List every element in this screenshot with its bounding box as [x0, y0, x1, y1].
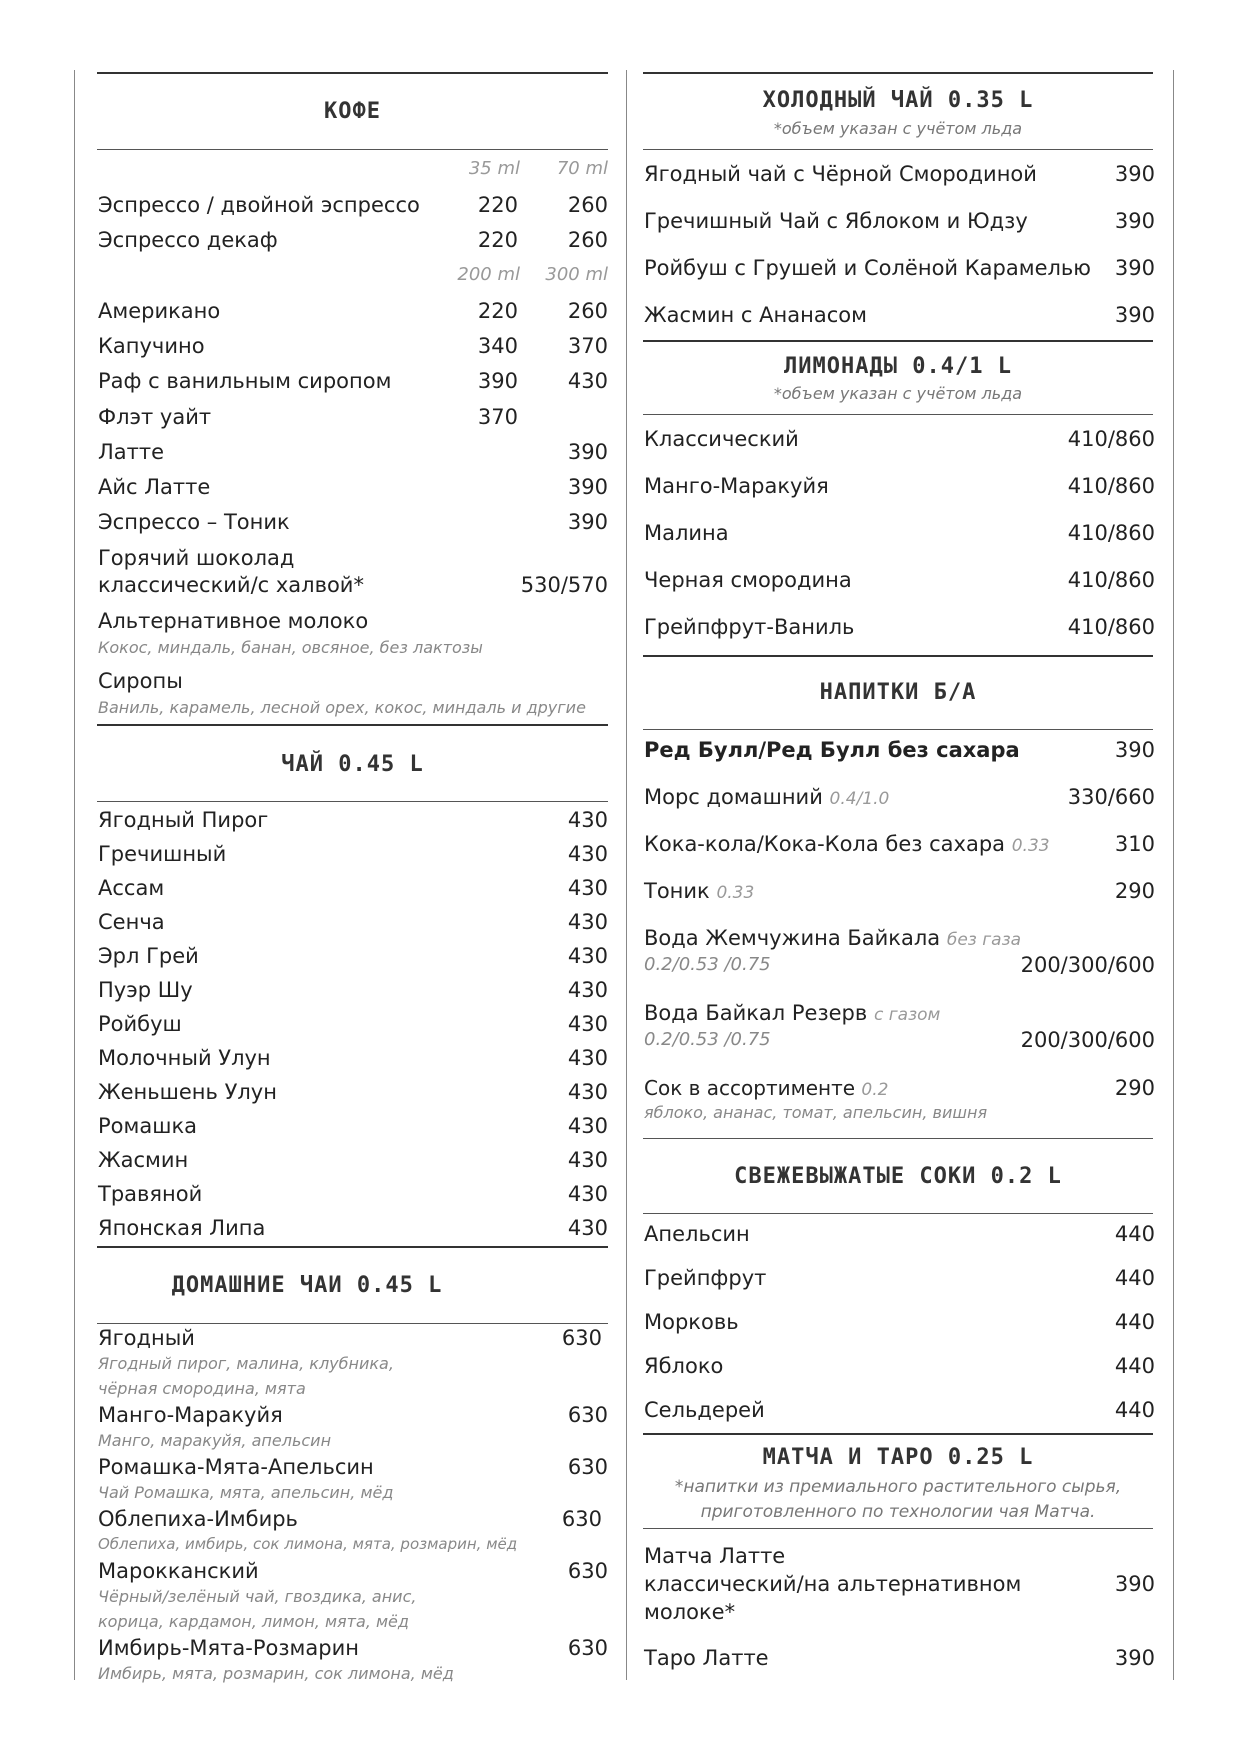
tea-item-name: Молочный Улун: [98, 1046, 271, 1070]
lemonade-item-name: Черная смородина: [644, 568, 852, 592]
syrups-name: Сиропы: [98, 669, 183, 693]
pearl-water-volume: 0.2/0.53 /0.75: [644, 954, 771, 975]
fresh-item-name: Сельдерей: [644, 1398, 765, 1422]
coffee-col-200ml: 200 ml: [457, 264, 520, 285]
home-tea-title-rule: [97, 1323, 608, 1324]
cola-volume: 0.33: [1011, 836, 1050, 856]
cold-tea-item-price: 390: [1114, 209, 1155, 233]
reserve-water-volume: 0.2/0.53 /0.75: [644, 1029, 771, 1050]
lemonade-item-price: 410/860: [1067, 615, 1155, 639]
redbull-name: Ред Булл/Ред Булл без сахара: [644, 738, 1020, 762]
home-tea-item-price: 630: [567, 1455, 608, 1479]
mors-name: [644, 785, 889, 809]
home-tea-item-ingredients: чёрная смородина, мята: [98, 1379, 306, 1398]
coffee-item-price-small: 390: [477, 369, 518, 393]
syrups-options: Ваниль, карамель, лесной орех, кокос, миндаль и другие: [98, 698, 586, 717]
tea-item-price: 430: [567, 1080, 608, 1104]
fresh-item-price: 440: [1114, 1354, 1155, 1378]
coffee-item-price-large: 430: [567, 369, 608, 393]
coffee-item-name: Айс Латте: [98, 475, 211, 499]
cold-tea-item-price: 390: [1114, 162, 1155, 186]
home-tea-item-ingredients: Чай Ромашка, мята, апельсин, мёд: [98, 1483, 394, 1502]
home-tea-item-ingredients: Манго, маракуйя, апельсин: [98, 1431, 332, 1450]
tea-item-price: 430: [567, 944, 608, 968]
taro-latte-name: Таро Латте: [644, 1646, 769, 1670]
matcha-latte-price: 390: [1114, 1572, 1155, 1596]
chocolate-name-line2: классический/с халвой*: [98, 573, 364, 597]
home-tea-item-name: Марокканский: [98, 1559, 259, 1583]
tea-item-price: 430: [567, 876, 608, 900]
tea-item-name: Ассам: [98, 876, 165, 900]
home-tea-item-ingredients: Имбирь, мята, розмарин, сок лимона, мёд: [98, 1664, 454, 1683]
fresh-item-name: Грейпфрут: [644, 1266, 767, 1290]
fresh-title-rule: [643, 1213, 1153, 1214]
reserve-water-name: [644, 1001, 940, 1025]
matcha-latte-name-line2: классический/на альтернативном: [644, 1572, 1022, 1596]
coffee-item-name: Эспрессо / двойной эспрессо: [98, 193, 420, 217]
lemonade-top-rule: [643, 340, 1153, 342]
lemonade-item-price: 410/860: [1067, 427, 1155, 451]
drinks-title: НАПИТКИ Б/А: [819, 680, 977, 705]
alt-milk-options: Кокос, миндаль, банан, овсяное, без лактозы: [98, 638, 483, 657]
juice-name: [644, 1076, 888, 1100]
lemonade-item-price: 410/860: [1067, 474, 1155, 498]
tea-item-name: Женьшень Улун: [98, 1080, 277, 1104]
pearl-water-tag: без газа: [946, 930, 1022, 950]
home-tea-item-ingredients: Чёрный/зелёный чай, гвоздика, анис,: [98, 1587, 417, 1606]
left-border: [74, 70, 75, 1680]
matcha-title: МАТЧА И ТАРО 0.25 L: [762, 1445, 1034, 1470]
home-tea-item-price: 630: [561, 1326, 602, 1350]
fresh-item-price: 440: [1114, 1398, 1155, 1422]
mors-label: Морс домашний: [644, 785, 823, 809]
coffee-item-price-large: 390: [567, 440, 608, 464]
tea-item-price: 430: [567, 842, 608, 866]
cold-tea-item-price: 390: [1114, 256, 1155, 280]
fresh-item-name: Апельсин: [644, 1222, 750, 1246]
cold-tea-top-rule: [643, 72, 1153, 74]
home-tea-title: ДОМАШНИЕ ЧАИ 0.45 L: [171, 1273, 443, 1298]
mors-volume: 0.4/1.0: [829, 789, 890, 809]
tea-item-name: Ягодный Пирог: [98, 808, 269, 832]
coffee-col-35ml: 35 ml: [468, 158, 520, 179]
reserve-water-tag: с газом: [873, 1005, 941, 1025]
coffee-item-price-small: 220: [477, 193, 518, 217]
coffee-item-price-large: 370: [567, 334, 608, 358]
tea-item-name: Ромашка: [98, 1114, 197, 1138]
tea-item-price: 430: [567, 1216, 608, 1240]
alt-milk-name: Альтернативное молоко: [98, 609, 369, 633]
fresh-item-price: 440: [1114, 1266, 1155, 1290]
coffee-item-name: Капучино: [98, 334, 205, 358]
matcha-top-rule: [643, 1433, 1153, 1435]
chocolate-price: 530/570: [520, 573, 608, 597]
home-tea-item-price: 630: [567, 1636, 608, 1660]
juice-price: 290: [1114, 1076, 1155, 1100]
cold-tea-item-name: Жасмин с Ананасом: [644, 303, 867, 327]
tea-item-name: Жасмин: [98, 1148, 189, 1172]
home-tea-item-name: Ромашка-Мята-Апельсин: [98, 1455, 374, 1479]
lemonade-item-price: 410/860: [1067, 521, 1155, 545]
home-tea-item-price: 630: [567, 1559, 608, 1583]
home-tea-item-price: 630: [561, 1507, 602, 1531]
home-tea-top-rule: [97, 1246, 608, 1248]
coffee-item-name: Американо: [98, 299, 221, 323]
fresh-item-price: 440: [1114, 1222, 1155, 1246]
drinks-top-rule: [643, 655, 1153, 657]
coffee-item-name: Эспрессо – Тоник: [98, 510, 290, 534]
coffee-item-price-large: 390: [567, 475, 608, 499]
redbull-price: 390: [1114, 738, 1155, 762]
coffee-item-price-small: 220: [477, 299, 518, 323]
tea-item-name: Сенча: [98, 910, 165, 934]
cold-tea-note: *объем указан с учётом льда: [773, 119, 1023, 138]
reserve-water-label: Вода Байкал Резерв: [644, 1001, 868, 1025]
coffee-item-price-large: 260: [567, 228, 608, 252]
tea-item-price: 430: [567, 910, 608, 934]
tea-item-price: 430: [567, 1012, 608, 1036]
lemonade-note: *объем указан с учётом льда: [773, 384, 1023, 403]
cold-tea-title: ХОЛОДНЫЙ ЧАЙ 0.35 L: [762, 88, 1034, 113]
lemonade-item-name: Малина: [644, 521, 729, 545]
cold-tea-item-name: Ройбуш с Грушей и Солёной Карамелью: [644, 256, 1091, 280]
coffee-item-price-large: 260: [567, 193, 608, 217]
juice-volume: 0.2: [861, 1080, 889, 1100]
tea-item-name: Гречишный: [98, 842, 227, 866]
coffee-title: КОФЕ: [324, 99, 381, 124]
taro-latte-price: 390: [1114, 1646, 1155, 1670]
matcha-latte-name-line3: молоке*: [644, 1600, 736, 1624]
matcha-note-line2: приготовленного по технологии чая Матча.: [700, 1502, 1096, 1522]
tonic-price: 290: [1114, 879, 1155, 903]
cold-tea-title-rule: [643, 149, 1153, 150]
home-tea-item-name: Имбирь-Мята-Розмарин: [98, 1636, 359, 1660]
matcha-latte-name-line1: Матча Латте: [644, 1544, 786, 1568]
tea-item-name: Ройбуш: [98, 1012, 182, 1036]
right-border: [1173, 70, 1174, 1680]
tea-item-name: Японская Липа: [98, 1216, 266, 1240]
lemonade-item-name: Манго-Маракуйя: [644, 474, 829, 498]
pearl-water-price: 200/300/600: [1020, 953, 1155, 977]
home-tea-item-ingredients: корица, кардамон, лимон, мята, мёд: [98, 1612, 409, 1631]
fresh-item-name: Яблоко: [644, 1354, 724, 1378]
tonic-volume: 0.33: [716, 883, 755, 903]
coffee-item-name: Эспрессо декаф: [98, 228, 278, 252]
coffee-item-name: Латте: [98, 440, 165, 464]
juice-options: яблоко, ананас, томат, апельсин, вишня: [644, 1103, 988, 1122]
pearl-water-name: [644, 926, 1021, 950]
tea-item-name: Пуэр Шу: [98, 978, 193, 1002]
coffee-col-300ml: 300 ml: [545, 264, 608, 285]
home-tea-item-price: 630: [567, 1403, 608, 1427]
fresh-item-price: 440: [1114, 1310, 1155, 1334]
tea-item-price: 430: [567, 1182, 608, 1206]
coffee-item-name: Флэт уайт: [98, 405, 212, 429]
tea-item-price: 430: [567, 1148, 608, 1172]
lemonade-item-name: Классический: [644, 427, 799, 451]
chocolate-name-line1: Горячий шоколад: [98, 546, 295, 570]
lemonade-title-rule: [643, 414, 1153, 415]
fresh-item-name: Морковь: [644, 1310, 739, 1334]
drinks-title-rule: [643, 729, 1153, 730]
fresh-top-rule: [643, 1138, 1153, 1139]
tea-item-price: 430: [567, 1046, 608, 1070]
center-divider: [626, 70, 627, 1680]
lemonade-item-price: 410/860: [1067, 568, 1155, 592]
lemonade-item-name: Грейпфрут-Ваниль: [644, 615, 855, 639]
matcha-note-line1: *напитки из премиального растительного сырья,: [674, 1477, 1122, 1497]
coffee-item-price-large: 260: [567, 299, 608, 323]
cola-price: 310: [1114, 832, 1155, 856]
reserve-water-price: 200/300/600: [1020, 1028, 1155, 1052]
tea-title: ЧАЙ 0.45 L: [281, 752, 424, 777]
home-tea-item-name: Облепиха-Имбирь: [98, 1507, 298, 1531]
tea-item-price: 430: [567, 978, 608, 1002]
coffee-item-price-small: 370: [477, 405, 518, 429]
tea-item-price: 430: [567, 808, 608, 832]
coffee-title-rule: [97, 149, 608, 150]
mors-price: 330/660: [1067, 785, 1155, 809]
cold-tea-item-price: 390: [1114, 303, 1155, 327]
tea-top-rule: [97, 724, 608, 726]
tea-item-name: Травяной: [98, 1182, 203, 1206]
cold-tea-item-name: Гречишный Чай с Яблоком и Юдзу: [644, 209, 1028, 233]
tea-title-rule: [97, 801, 608, 802]
coffee-item-price-small: 220: [477, 228, 518, 252]
coffee-item-price-large: 390: [567, 510, 608, 534]
juice-label: Сок в ассортименте: [644, 1076, 856, 1100]
home-tea-item-name: Манго-Маракуйя: [98, 1403, 283, 1427]
tonic-label: Тоник: [644, 879, 710, 903]
matcha-title-rule: [643, 1528, 1153, 1529]
fresh-title: СВЕЖЕВЫЖАТЫЕ СОКИ 0.2 L: [734, 1164, 1062, 1189]
home-tea-item-ingredients: Облепиха, имбирь, сок лимона, мята, розмарин, мёд: [98, 1535, 518, 1553]
home-tea-item-ingredients: Ягодный пирог, малина, клубника,: [98, 1354, 394, 1373]
coffee-col-70ml: 70 ml: [556, 158, 608, 179]
cola-name: [644, 832, 1050, 856]
home-tea-item-name: Ягодный: [98, 1326, 195, 1350]
tea-item-name: Эрл Грей: [98, 944, 199, 968]
tea-item-price: 430: [567, 1114, 608, 1138]
coffee-item-name: Раф с ванильным сиропом: [98, 369, 392, 393]
cola-label: Кока-кола/Кока-Кола без сахара: [644, 832, 1006, 856]
lemonade-title: ЛИМОНАДЫ 0.4/1 L: [784, 354, 1012, 379]
coffee-top-rule: [97, 72, 608, 74]
cold-tea-item-name: Ягодный чай с Чёрной Смородиной: [644, 162, 1037, 186]
tonic-name: [644, 879, 754, 903]
coffee-item-price-small: 340: [477, 334, 518, 358]
pearl-water-label: Вода Жемчужина Байкала: [644, 926, 941, 950]
